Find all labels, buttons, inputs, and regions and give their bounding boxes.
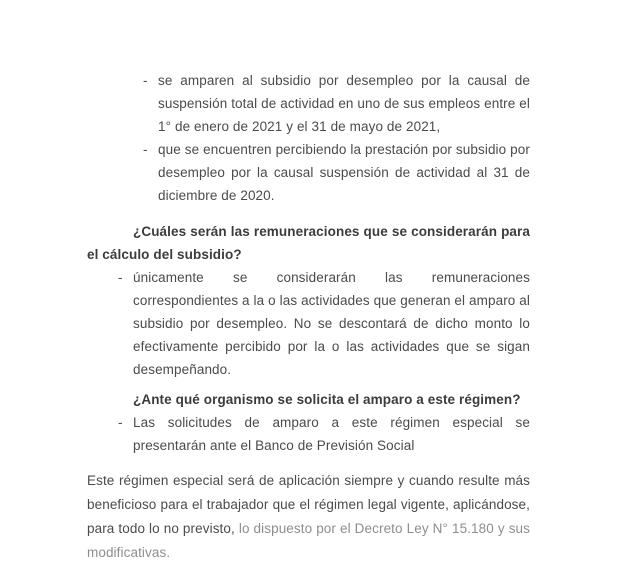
list-item-text: que se encuentren percibiendo la prestación por subsidio por desempleo por la causal suspensión de actividad al 31 de diciembre de 2020. — [158, 142, 530, 203]
question-remunerations-heading: ¿Cuáles serán las remuneraciones que se considerarán para el cálculo del subsidio? — [87, 224, 530, 262]
closing-text-dark: Este régimen especial será de aplicación siempre y cuando resulte más beneficioso para el trabajador que el régimen legal vigente, aplicándose, para todo lo no previsto, — [87, 473, 530, 536]
list-item-text: Las solicitudes de amparo a este régimen especial se presentarán ante el Banco de Previsión Social — [133, 415, 530, 453]
document-content — [87, 69, 530, 565]
list-item-solicitudes — [87, 411, 530, 457]
organism-bullet-list — [87, 411, 530, 457]
list-item-remuneraciones — [87, 266, 530, 381]
list-item-percibiendo — [87, 138, 530, 207]
remunerations-bullet-list — [87, 266, 530, 381]
list-item-suspension — [87, 69, 530, 138]
bullet-dash-icon: - — [118, 270, 123, 285]
list-item-text: se amparen al subsidio por desempleo por la causal de suspensión total de actividad en uno de sus empleos entre el 1° de enero de 2021 y el 31 de mayo de 2021, — [158, 73, 530, 134]
closing-paragraph — [87, 469, 530, 565]
question-organism-heading: ¿Ante qué organismo se solicita el amparo a este régimen? — [133, 392, 521, 407]
intro-bullet-list — [87, 69, 530, 207]
list-item-text: únicamente se considerarán las remuneraciones correspondientes a la o las actividades que generan el amparo al subsidio por desempleo. No se descontará de dicho monto lo efectivamente percibido por la o las actividades que se sigan desempeñando. — [133, 270, 530, 377]
bullet-dash-icon: - — [143, 73, 148, 88]
closing-text-light: lo dispuesto por el Decreto Ley N° 15.180 y sus modificativas. — [87, 521, 530, 560]
bullet-dash-icon: - — [143, 142, 148, 157]
bullet-dash-icon: - — [118, 415, 123, 430]
